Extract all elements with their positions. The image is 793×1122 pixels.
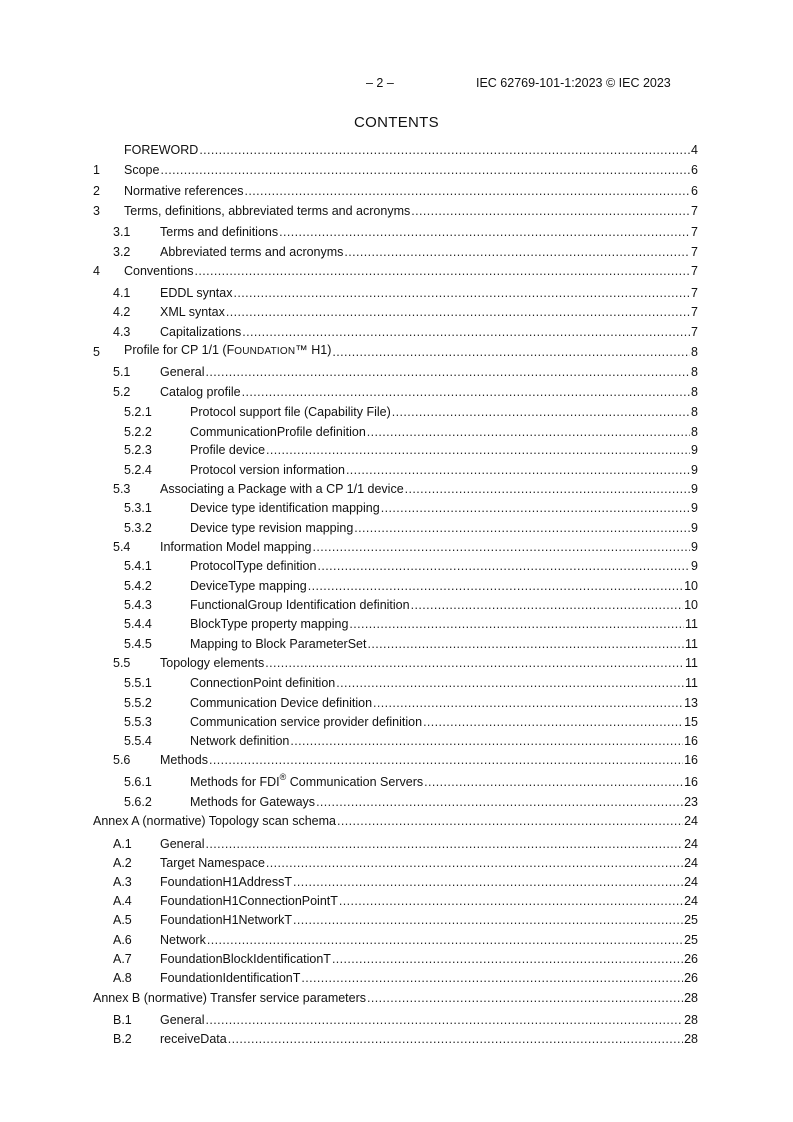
toc-entry-page: 10 [684, 598, 698, 612]
dot-leader [233, 285, 690, 301]
toc-entry-label-text: Annex B (normative) Transfer service parameters [93, 991, 367, 1005]
toc-entry-number: 5.5.1 [124, 676, 152, 690]
toc-entry-page: 9 [691, 540, 698, 554]
toc-entry[interactable] [93, 634, 698, 652]
toc-entry[interactable] [93, 576, 698, 594]
toc-entry-label [190, 636, 366, 652]
toc-entry-page: 10 [684, 579, 698, 593]
toc-entry-label [160, 874, 292, 890]
toc-entry[interactable] [93, 261, 698, 279]
toc-entry-label [124, 342, 331, 360]
toc-entry[interactable] [93, 302, 698, 320]
toc-entry-page: 25 [684, 913, 698, 927]
toc-entry-number: 5 [93, 345, 100, 359]
toc-entry[interactable] [93, 811, 698, 829]
toc-entry-label [190, 578, 307, 594]
toc-entry-number: A.5 [113, 913, 132, 927]
toc-entry-label [160, 539, 311, 555]
toc-entry-label [93, 813, 336, 829]
toc-entry-label [160, 970, 300, 986]
toc-entry[interactable] [93, 201, 698, 219]
toc-entry-number: B.1 [113, 1013, 132, 1027]
toc-entry-number: A.3 [113, 875, 132, 889]
toc-entry-number: B.2 [113, 1032, 132, 1046]
toc-entry-page: 25 [684, 933, 698, 947]
toc-entry-number: 3 [93, 204, 100, 218]
toc-entry-page: 16 [684, 734, 698, 748]
toc-entry[interactable] [93, 614, 698, 632]
toc-entry-label [160, 324, 241, 340]
toc-entry-label-suffix: ™ H1) [295, 343, 332, 357]
toc-entry[interactable] [93, 1010, 698, 1028]
toc-entry-label [124, 162, 159, 178]
toc-entry-number: 5.4.4 [124, 617, 152, 631]
dot-leader [367, 990, 683, 1006]
toc-entry[interactable] [93, 518, 698, 536]
dot-leader [266, 855, 683, 871]
toc-entry-number: 5.2 [113, 385, 131, 399]
toc-entry-page: 24 [684, 837, 698, 851]
toc-entry-number: 4 [93, 264, 100, 278]
dot-leader [392, 404, 690, 420]
toc-entry[interactable] [93, 693, 698, 711]
dot-leader [316, 794, 683, 810]
dot-leader [337, 813, 683, 829]
toc-entry-number: 2 [93, 184, 100, 198]
toc-entry-number: 5.2.3 [124, 443, 152, 457]
toc-entry-label-text: Methods for Gateways [190, 795, 316, 809]
toc-entry-number: A.1 [113, 837, 132, 851]
toc-entry[interactable] [93, 160, 698, 178]
dot-leader [424, 774, 683, 790]
toc-entry-number: 5.1 [113, 365, 131, 379]
toc-entry[interactable] [93, 181, 698, 199]
toc-entry-page: 26 [684, 971, 698, 985]
toc-entry-label-text: Mapping to Block ParameterSet [190, 637, 367, 651]
dot-leader [279, 224, 690, 240]
toc-entry-label-text: Network [160, 933, 206, 947]
toc-entry-number: 5.4 [113, 540, 131, 554]
dot-leader [242, 324, 690, 340]
dot-leader [373, 695, 683, 711]
toc-entry-page: 24 [684, 814, 698, 828]
dot-leader [205, 1012, 683, 1028]
toc-entry-number: A.6 [113, 933, 132, 947]
toc-entry-number: A.8 [113, 971, 132, 985]
dot-leader [423, 714, 683, 730]
toc-entry-page: 6 [691, 163, 698, 177]
dot-leader [308, 578, 683, 594]
toc-entry-label [190, 462, 345, 478]
dot-leader [290, 733, 683, 749]
toc-entry-label [190, 404, 391, 420]
toc-entry-number: 3.1 [113, 225, 131, 239]
toc-entry-page: 9 [691, 559, 698, 573]
toc-entry-label-text: BlockType property mapping [190, 617, 349, 631]
toc-entry-label-text: Communication Device definition [190, 696, 373, 710]
dot-leader [332, 344, 690, 360]
dot-leader [160, 162, 690, 178]
toc-entry-page: 11 [685, 637, 698, 651]
toc-entry-label [190, 424, 366, 440]
toc-entry-label [160, 1031, 227, 1047]
toc-entry-label-text: Capitalizations [160, 325, 242, 339]
dot-leader [336, 675, 684, 691]
toc-entry-label [124, 203, 410, 219]
toc-entry-page: 8 [691, 345, 698, 359]
toc-entry-number: 5.4.1 [124, 559, 152, 573]
toc-entry-page: 8 [691, 365, 698, 379]
toc-entry-label [190, 616, 348, 632]
dot-leader [207, 932, 683, 948]
dot-leader [205, 364, 690, 380]
toc-entry-number: 5.5.2 [124, 696, 152, 710]
toc-entry-label-text: General [160, 837, 205, 851]
dot-leader [209, 752, 683, 768]
toc-entry[interactable] [93, 834, 698, 852]
toc-entry[interactable] [93, 731, 698, 749]
toc-entry-label-text: FoundationH1ConnectionPointT [160, 894, 338, 908]
toc-entry-page: 9 [691, 482, 698, 496]
toc-entry-number: 4.2 [113, 305, 131, 319]
dot-leader [339, 893, 683, 909]
toc-entry-label [124, 183, 244, 199]
dot-leader [344, 244, 690, 260]
toc-entry-number: 5.5.3 [124, 715, 152, 729]
toc-entry-page: 13 [684, 696, 698, 710]
toc-entry[interactable] [93, 930, 698, 948]
toc-entry-page: 24 [684, 856, 698, 870]
toc-entry-page: 4 [691, 143, 698, 157]
toc-entry-page: 7 [691, 204, 698, 218]
toc-entry-label-text: DeviceType mapping [190, 579, 307, 593]
toc-entry-label-text: Protocol support file (Capability File) [190, 405, 391, 419]
registered-mark: ® [279, 772, 287, 782]
toc-entry-label [190, 558, 316, 574]
toc-entry-label-text: Terms, definitions, abbreviated terms and acronyms [124, 204, 411, 218]
toc-entry-label [190, 675, 335, 691]
toc-entry-label-text: Topology elements [160, 656, 265, 670]
toc-entry[interactable] [93, 222, 698, 240]
toc-entry-page: 8 [691, 425, 698, 439]
dot-leader [195, 263, 691, 279]
toc-entry-number: 5.2.1 [124, 405, 152, 419]
toc-entry-label [160, 836, 204, 852]
dot-leader [381, 500, 690, 516]
toc-entry-number: A.7 [113, 952, 132, 966]
toc-entry-label [160, 304, 225, 320]
toc-entry-page: 9 [691, 463, 698, 477]
toc-entry-number: 5.3 [113, 482, 131, 496]
toc-entry-number: 5.3.1 [124, 501, 152, 515]
toc-entry-label-text: EDDL syntax [160, 286, 233, 300]
toc-entry-label [190, 597, 410, 613]
toc-entry-label [160, 912, 292, 928]
toc-entry-label-text: Annex A (normative) Topology scan schema [93, 814, 336, 828]
toc-entry-label [190, 500, 380, 516]
toc-entry-page: 7 [691, 325, 698, 339]
dot-leader [266, 442, 690, 458]
toc-entry-label [160, 951, 331, 967]
dot-leader [332, 951, 683, 967]
toc-entry-number: A.2 [113, 856, 132, 870]
toc-entry-page: 9 [691, 501, 698, 515]
toc-entry-label [160, 384, 241, 400]
dot-leader [405, 481, 690, 497]
toc-entry-label [160, 364, 204, 380]
toc-entry-label [93, 990, 366, 1006]
document-id: IEC 62769-101-1:2023 © IEC 2023 [476, 76, 671, 90]
toc-entry-number: A.4 [113, 894, 132, 908]
toc-entry-page: 28 [684, 1013, 698, 1027]
toc-entry-label-text: Network definition [190, 734, 290, 748]
toc-entry-page: 9 [691, 443, 698, 457]
toc-entry-number: 5.5.4 [124, 734, 152, 748]
toc-entry-label [160, 285, 232, 301]
dot-leader [293, 874, 683, 890]
toc-entry-label-text: General [160, 1013, 205, 1027]
toc-entry-label-text: Communication service provider definition [190, 715, 423, 729]
dot-leader [367, 636, 684, 652]
toc-entry-page: 24 [684, 875, 698, 889]
toc-entry-label [160, 224, 278, 240]
toc-entry-page: 15 [684, 715, 698, 729]
toc-entry-label-text: Profile device [190, 443, 266, 457]
toc-entry-label-text: Scope [124, 163, 160, 177]
toc-entry-label-text: FOREWORD [124, 143, 199, 157]
toc-entry-page: 11 [685, 676, 698, 690]
toc-entry[interactable] [93, 1029, 698, 1047]
toc-entry-number: 5.6 [113, 753, 131, 767]
toc-entry-number: 5.3.2 [124, 521, 152, 535]
toc-entry[interactable] [93, 440, 698, 458]
toc-entry-label [190, 794, 315, 810]
toc-entry-number: 5.6.1 [124, 775, 152, 789]
toc-entry[interactable] [93, 422, 698, 440]
toc-entry-label-text: XML syntax [160, 305, 225, 319]
toc-entry[interactable] [93, 479, 698, 497]
toc-entry-label-text: Device type identification mapping [190, 501, 380, 515]
dot-leader [242, 384, 690, 400]
dot-leader [226, 304, 690, 320]
toc-entry[interactable] [93, 595, 698, 613]
toc-entry-label-smallcaps: OUNDATION [234, 346, 296, 357]
toc-entry[interactable] [93, 792, 698, 810]
toc-entry-label-text: FoundationIdentificationT [160, 971, 301, 985]
toc-entry-label [190, 774, 423, 790]
toc-entry-page: 7 [691, 245, 698, 259]
dot-leader [411, 597, 684, 613]
toc-entry-page: 26 [684, 952, 698, 966]
toc-entry-label-text: CommunicationProfile definition [190, 425, 366, 439]
toc-entry[interactable] [93, 342, 698, 360]
toc-entry-page: 28 [684, 1032, 698, 1046]
toc-entry-label-text: Methods for FDI [190, 775, 280, 789]
dot-leader [411, 203, 690, 219]
toc-entry[interactable] [93, 673, 698, 691]
toc-entry-label-text: FoundationBlockIdentificationT [160, 952, 331, 966]
toc-entry-label [190, 695, 372, 711]
toc-entry-page: 16 [684, 775, 698, 789]
toc-entry-label-text: Normative references [124, 184, 244, 198]
toc-entry[interactable] [93, 988, 698, 1006]
toc-entry[interactable] [93, 653, 698, 671]
toc-entry-label [160, 1012, 204, 1028]
toc-entry-number: 1 [93, 163, 100, 177]
toc-entry[interactable] [93, 498, 698, 516]
toc-entry-page: 11 [685, 617, 698, 631]
toc-entry-label [160, 932, 206, 948]
toc-entry-label-text: Conventions [124, 264, 194, 278]
toc-entry-number: 5.2.4 [124, 463, 152, 477]
toc-entry[interactable] [93, 910, 698, 928]
toc-entry-page: 7 [691, 305, 698, 319]
toc-entry[interactable] [93, 750, 698, 768]
toc-entry-label-suffix: Communication Servers [286, 775, 424, 789]
toc-entry[interactable] [93, 872, 698, 890]
dot-leader [205, 836, 683, 852]
toc-entry-label-text: FunctionalGroup Identification definition [190, 598, 410, 612]
dot-leader [312, 539, 690, 555]
toc-entry-label-text: Abbreviated terms and acronyms [160, 245, 344, 259]
toc-entry-page: 16 [684, 753, 698, 767]
toc-entry-label [160, 893, 338, 909]
toc-entry[interactable] [93, 772, 698, 790]
toc-entry-number: 5.6.2 [124, 795, 152, 809]
toc-entry[interactable] [93, 140, 698, 158]
toc-entry-page: 8 [691, 385, 698, 399]
toc-entry-label-text: FoundationH1AddressT [160, 875, 293, 889]
toc-entry-label [160, 655, 264, 671]
dot-leader [199, 142, 690, 158]
toc-entry-page: 7 [691, 264, 698, 278]
toc-entry[interactable] [93, 362, 698, 380]
toc-entry[interactable] [93, 402, 698, 420]
toc-entry-label-text: Protocol version information [190, 463, 345, 477]
toc-entry-page: 6 [691, 184, 698, 198]
toc-entry-label [190, 442, 265, 458]
toc-entry[interactable] [93, 968, 698, 986]
toc-entry-number: 3.2 [113, 245, 131, 259]
toc-entry[interactable] [93, 537, 698, 555]
dot-leader [367, 424, 690, 440]
toc-entry-label [160, 481, 404, 497]
toc-entry[interactable] [93, 283, 698, 301]
toc-entry-label-text: ConnectionPoint definition [190, 676, 336, 690]
toc-entry-page: 24 [684, 894, 698, 908]
toc-entry-page: 7 [691, 286, 698, 300]
toc-entry-label-text: Information Model mapping [160, 540, 312, 554]
toc-entry[interactable] [93, 322, 698, 340]
toc-entry-label-text: Device type revision mapping [190, 521, 354, 535]
toc-entry-label-text: Terms and definitions [160, 225, 279, 239]
contents-title: CONTENTS [354, 114, 439, 131]
dot-leader [346, 462, 690, 478]
toc-entry-label-text: Methods [160, 753, 208, 767]
toc-entry[interactable] [93, 460, 698, 478]
toc-entry[interactable] [93, 242, 698, 260]
toc-entry-page: 23 [684, 795, 698, 809]
toc-entry[interactable] [93, 891, 698, 909]
dot-leader [349, 616, 684, 632]
toc-entry[interactable] [93, 949, 698, 967]
toc-entry-page: 28 [684, 991, 698, 1005]
toc-entry[interactable] [93, 382, 698, 400]
toc-entry-label [124, 142, 198, 158]
toc-entry-label [124, 263, 194, 279]
toc-entry-number: 5.4.2 [124, 579, 152, 593]
toc-entry[interactable] [93, 556, 698, 574]
toc-entry-page: 8 [691, 405, 698, 419]
toc-entry-label [160, 752, 208, 768]
toc-entry-page: 11 [685, 656, 698, 670]
dot-leader [301, 970, 683, 986]
toc-entry-number: 5.2.2 [124, 425, 152, 439]
toc-entry[interactable] [93, 853, 698, 871]
toc-entry-label [160, 244, 343, 260]
toc-entry-label-text: Profile for CP 1/1 (F [124, 343, 235, 357]
toc-entry-label-text: ProtocolType definition [190, 559, 317, 573]
toc-entry-label-text: Catalog profile [160, 385, 241, 399]
toc-entry-label-text: Associating a Package with a CP 1/1 device [160, 482, 404, 496]
toc-entry-number: 4.1 [113, 286, 131, 300]
toc-entry-number: 5.5 [113, 656, 131, 670]
dot-leader [317, 558, 690, 574]
toc-entry[interactable] [93, 712, 698, 730]
toc-entry-label-text: receiveData [160, 1032, 227, 1046]
dot-leader [293, 912, 683, 928]
dot-leader [354, 520, 690, 536]
dot-leader [265, 655, 684, 671]
page-number: – 2 – [366, 76, 394, 90]
dot-leader [245, 183, 691, 199]
toc-entry-label [160, 855, 265, 871]
toc-entry-page: 9 [691, 521, 698, 535]
toc-entry-label-text: Target Namespace [160, 856, 265, 870]
toc-entry-label-text: FoundationH1NetworkT [160, 913, 293, 927]
toc-entry-page: 7 [691, 225, 698, 239]
toc-entry-label [190, 520, 353, 536]
toc-entry-number: 4.3 [113, 325, 131, 339]
toc-entry-number: 5.4.3 [124, 598, 152, 612]
toc-entry-label [190, 714, 422, 730]
toc-entry-number: 5.4.5 [124, 637, 152, 651]
dot-leader [228, 1031, 683, 1047]
toc-entry-label [190, 733, 289, 749]
toc-entry-label-text: General [160, 365, 205, 379]
